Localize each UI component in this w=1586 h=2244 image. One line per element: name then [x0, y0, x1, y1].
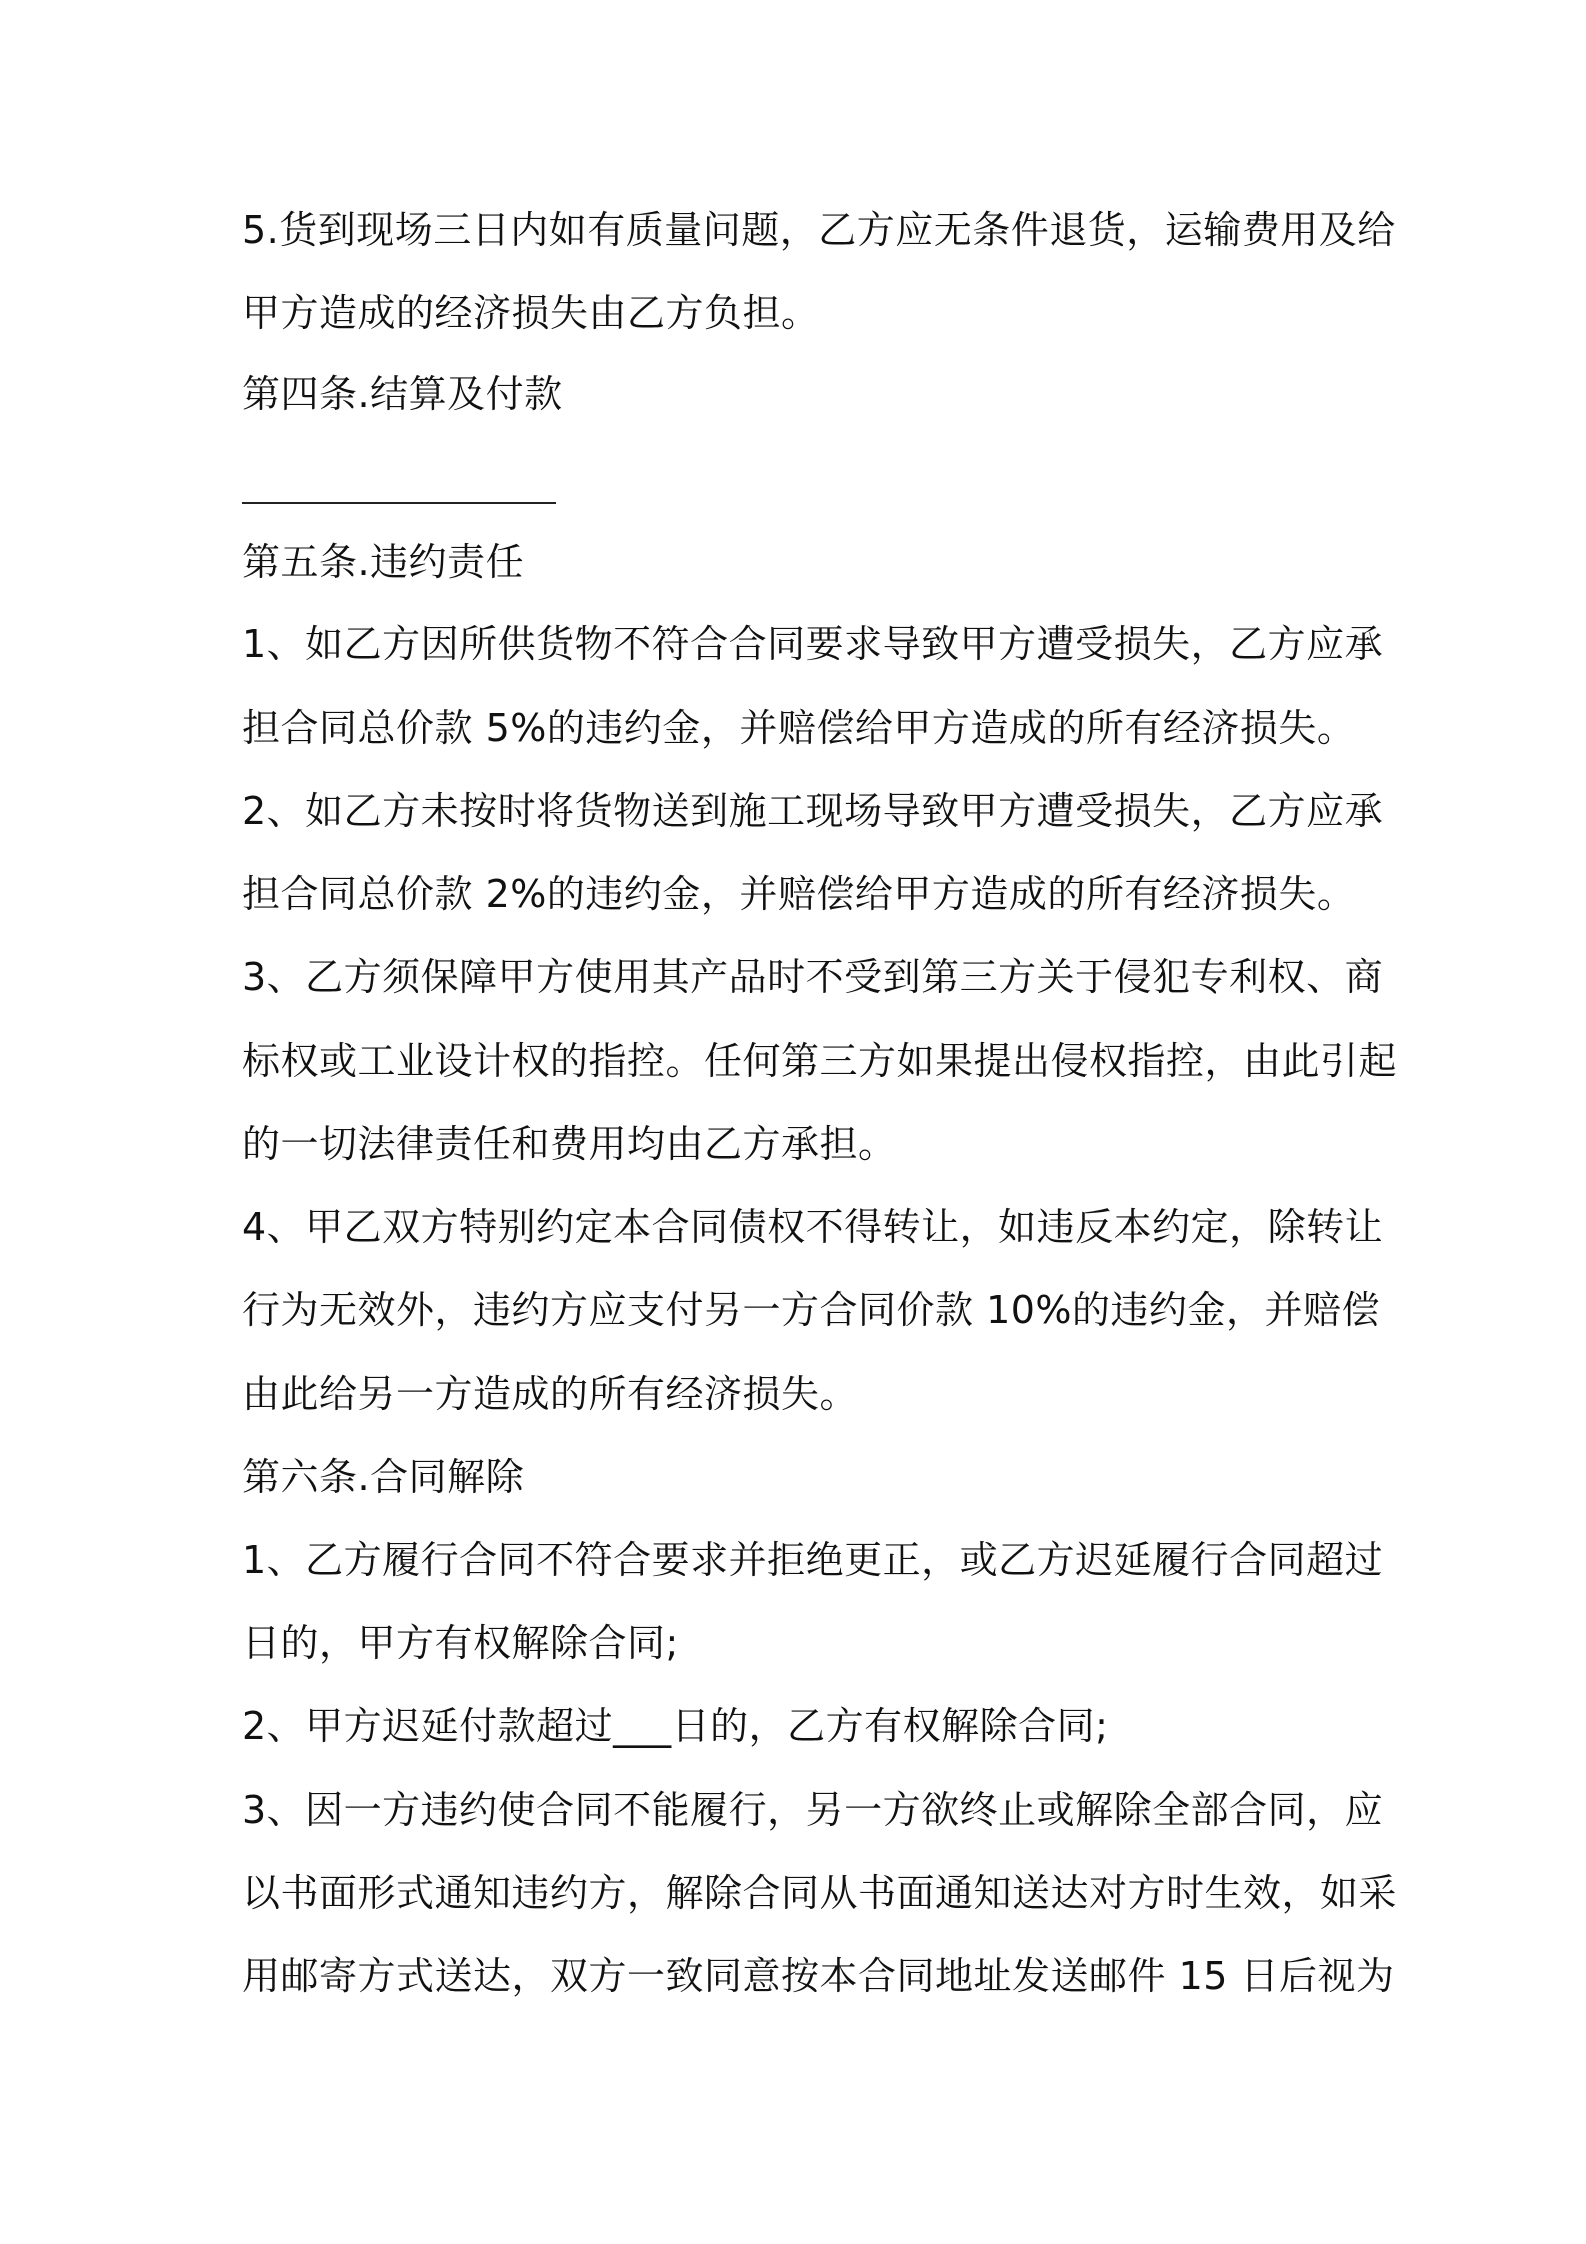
section-heading: 第五条.违约责任 — [242, 540, 525, 584]
paragraph-line: 行为无效外，违约方应支付另一方合同价款 10%的违约金，并赔偿 — [242, 1288, 1381, 1332]
paragraph-line: 3、乙方须保障甲方使用其产品时不受到第三方关于侵犯专利权、商 — [242, 955, 1384, 999]
paragraph-line: 1、如乙方因所供货物不符合合同要求导致甲方遭受损失，乙方应承 — [242, 622, 1384, 666]
paragraph-line: 由此给另一方造成的所有经济损失。 — [242, 1372, 859, 1416]
paragraph-line: 3、因一方违约使合同不能履行，另一方欲终止或解除全部合同，应 — [242, 1788, 1384, 1832]
paragraph-line: 日的，甲方有权解除合同; — [242, 1621, 679, 1665]
paragraph-line: 1、乙方履行合同不符合要求并拒绝更正，或乙方迟延履行合同超过 — [242, 1538, 1384, 1582]
paragraph-line: 5.货到现场三日内如有质量问题，乙方应无条件退货，运输费用及给 — [242, 208, 1396, 252]
paragraph-line: 4、甲乙双方特别约定本合同债权不得转让，如违反本约定，除转让 — [242, 1205, 1384, 1249]
paragraph-line: 担合同总价款 2%的违约金，并赔偿给甲方造成的所有经济损失。 — [242, 872, 1356, 916]
paragraph-line: 以书面形式通知违约方，解除合同从书面通知送达对方时生效，如采 — [242, 1871, 1398, 1915]
paragraph-line: 甲方造成的经济损失由乙方负担。 — [242, 291, 820, 335]
blank-fill-line — [242, 502, 556, 504]
paragraph-line: 标权或工业设计权的指控。任何第三方如果提出侵权指控，由此引起 — [242, 1039, 1398, 1083]
paragraph-line: 担合同总价款 5%的违约金，并赔偿给甲方造成的所有经济损失。 — [242, 706, 1356, 750]
paragraph-line: 2、如乙方未按时将货物送到施工现场导致甲方遭受损失，乙方应承 — [242, 789, 1384, 833]
paragraph-line: 用邮寄方式送达，双方一致同意按本合同地址发送邮件 15 日后视为 — [242, 1954, 1395, 1998]
section-heading: 第六条.合同解除 — [242, 1455, 525, 1499]
section-heading: 第四条.结算及付款 — [242, 372, 563, 416]
paragraph-line: 的一切法律责任和费用均由乙方承担。 — [242, 1122, 897, 1166]
paragraph-line: 2、甲方迟延付款超过___日的，乙方有权解除合同; — [242, 1704, 1109, 1748]
